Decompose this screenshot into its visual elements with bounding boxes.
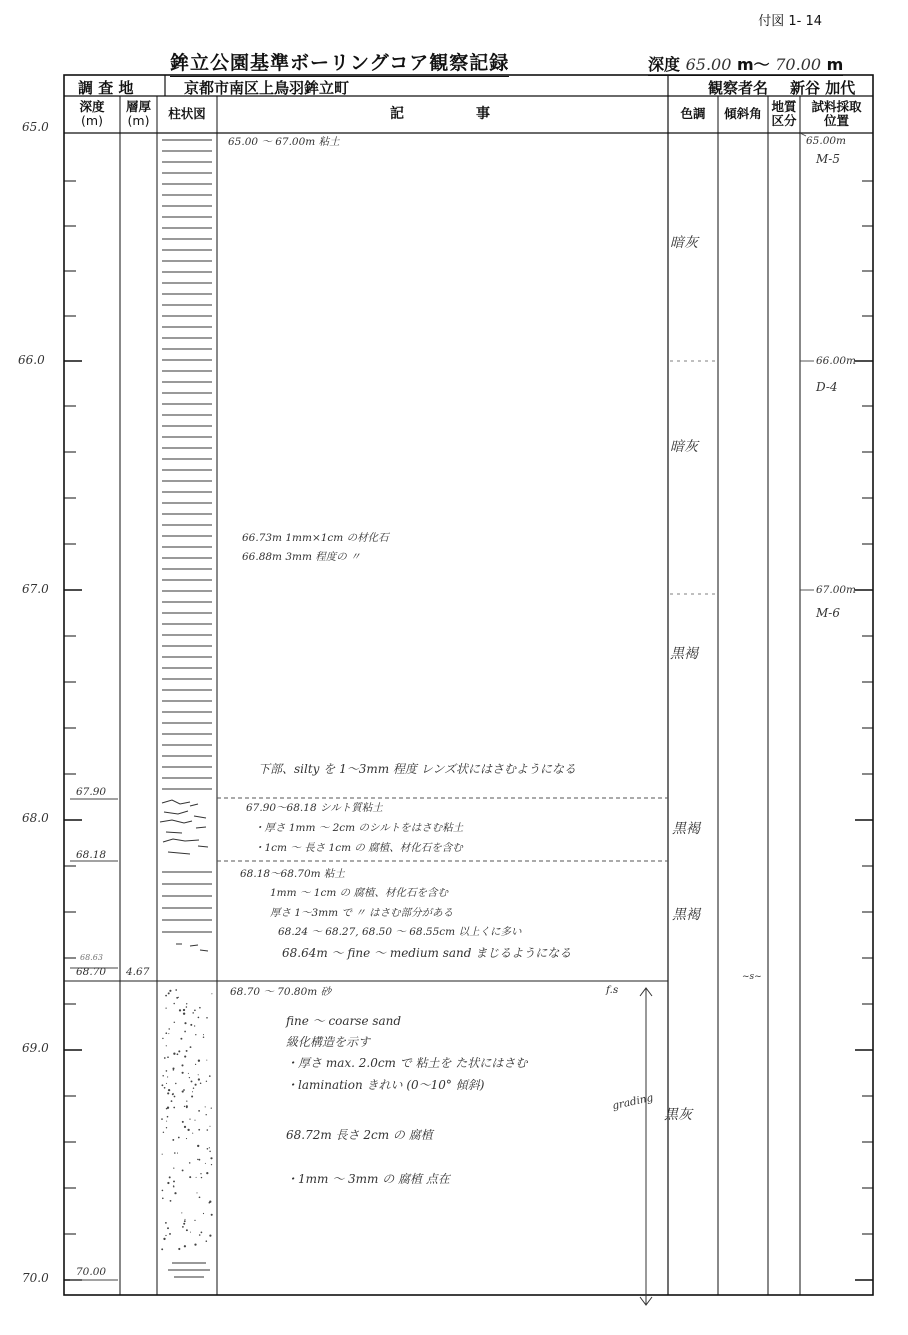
sand-dot xyxy=(205,1106,206,1107)
sand-dot xyxy=(199,1007,201,1009)
sand-dot xyxy=(186,1107,188,1109)
sand-dot xyxy=(196,1177,197,1178)
note-line: 65.00 〜 67.00m 粘土 xyxy=(228,136,340,148)
sand-dot xyxy=(165,1222,167,1224)
sand-dot xyxy=(209,1075,211,1077)
sand-dot xyxy=(206,1172,208,1174)
sand-dot xyxy=(183,1089,185,1091)
sand-dot xyxy=(186,1229,188,1231)
depth-unit-mid: m〜 xyxy=(736,55,770,74)
sand-dot xyxy=(161,1084,163,1086)
sand-dot xyxy=(177,1053,179,1055)
sand-dot xyxy=(209,1126,210,1127)
col-notes-2: 事 xyxy=(476,106,490,122)
sand-dot xyxy=(179,1009,181,1011)
sand-dot xyxy=(198,1060,200,1062)
sand-dot xyxy=(161,1248,163,1250)
sand-dot xyxy=(193,1087,194,1088)
note-line: fine 〜 coarse sand xyxy=(286,1014,402,1028)
sand-dot xyxy=(174,1022,175,1023)
sand-dot xyxy=(173,1069,175,1071)
sand-dot xyxy=(196,1192,197,1193)
col-geology: 地質 区分 xyxy=(771,99,797,128)
sand-dot xyxy=(184,1219,185,1220)
scale-label: 65.0 xyxy=(22,120,49,134)
scale-label: 67.0 xyxy=(22,582,49,596)
color-tone: 暗灰 xyxy=(670,235,698,251)
note-line: 66.73m 1mm×1cm の材化石 xyxy=(242,532,389,544)
color-tone: 黒灰 xyxy=(664,1107,692,1123)
col-depth: 深度 (m) xyxy=(79,99,105,128)
sand-dot xyxy=(194,1243,196,1245)
col-dip: 傾斜角 xyxy=(724,106,762,121)
sand-dot xyxy=(184,1245,186,1247)
scale-label: 69.0 xyxy=(22,1041,49,1055)
sand-dot xyxy=(161,1118,163,1120)
note-line: ・lamination きれい (0〜10° 傾斜) xyxy=(286,1078,485,1092)
sand-dot xyxy=(198,1129,200,1131)
sample-depth: 65.00m xyxy=(806,135,847,147)
sand-dot xyxy=(173,1053,175,1055)
sand-dot xyxy=(189,1162,191,1164)
sand-dot xyxy=(191,1080,193,1082)
sand-dot xyxy=(195,1064,196,1065)
color-tone: 暗灰 xyxy=(670,439,698,455)
sand-dot xyxy=(203,1037,204,1038)
sand-dot xyxy=(192,1091,193,1092)
col-notes-1: 記 xyxy=(390,106,404,122)
sand-dot xyxy=(187,1129,189,1131)
sand-dot xyxy=(182,1169,184,1171)
sand-dot xyxy=(188,1073,189,1074)
sand-dot xyxy=(162,1038,163,1039)
sand-dot xyxy=(164,1087,166,1089)
sand-dot xyxy=(203,1034,204,1035)
sand-dot xyxy=(173,1185,174,1186)
sand-dot xyxy=(194,1120,195,1121)
scale-label: 68.0 xyxy=(22,811,49,825)
sand-dot xyxy=(190,1046,192,1048)
sand-dot xyxy=(209,1235,211,1237)
note-line: 68.72m 長さ 2cm の 腐植 xyxy=(286,1128,433,1142)
layer-depth: 68.70 xyxy=(76,966,107,978)
layer-thickness: 4.67 xyxy=(126,966,150,978)
note-line: ・1mm 〜 3mm の 腐植 点在 xyxy=(286,1172,450,1186)
sand-dot xyxy=(168,1089,170,1091)
sand-dot xyxy=(207,1129,209,1131)
figure-number: 付図 1- 14 xyxy=(758,14,822,29)
sand-dot xyxy=(207,1148,209,1150)
observer-label: 観察者名 xyxy=(708,79,769,97)
sand-dot xyxy=(166,1083,167,1084)
grading-label: grading xyxy=(611,1091,655,1113)
note-line: ・1cm 〜 長さ 1cm の 腐植、材化石を含む xyxy=(254,842,463,854)
color-tone: 黒褐 xyxy=(672,821,700,837)
sand-dot xyxy=(186,1003,187,1004)
sand-dot xyxy=(201,1177,202,1178)
sand-dot xyxy=(173,1093,174,1094)
sand-dot xyxy=(177,1153,178,1154)
sand-dot xyxy=(209,1201,211,1203)
sand-dot xyxy=(166,1108,168,1110)
note-line: 68.24 〜 68.27, 68.50 〜 68.55cm 以上くに多い xyxy=(278,926,522,938)
sand-dot xyxy=(210,1157,212,1159)
sand-dot xyxy=(194,1009,196,1011)
sand-dot xyxy=(198,1078,200,1080)
sand-dot xyxy=(172,1139,174,1141)
sand-dot xyxy=(173,1003,175,1005)
sand-dot xyxy=(186,1100,187,1101)
sand-dot xyxy=(199,1196,201,1198)
sand-dot xyxy=(168,1033,169,1034)
sand-dot xyxy=(184,1022,186,1024)
sand-dot xyxy=(162,1075,164,1077)
sand-dot xyxy=(181,1212,182,1213)
sand-dot xyxy=(189,1077,190,1078)
sand-dot xyxy=(195,1034,196,1035)
sand-dot xyxy=(166,1127,167,1128)
sand-dot xyxy=(176,997,178,999)
sand-dot xyxy=(168,1028,169,1029)
observer-name: 新谷 加代 xyxy=(790,79,856,97)
sand-dot xyxy=(175,989,177,991)
layer-depth: 70.00 xyxy=(76,1266,107,1278)
sand-dot xyxy=(192,1012,194,1014)
sand-dot xyxy=(211,1107,212,1108)
sand-dot xyxy=(201,1232,203,1234)
scale-label: 70.0 xyxy=(22,1271,49,1285)
sand-dot xyxy=(191,1095,193,1097)
sand-dot xyxy=(183,1009,185,1011)
sand-dot xyxy=(199,1234,201,1236)
sand-dot xyxy=(175,1083,176,1084)
col-thickness: 層厚 (m) xyxy=(125,99,151,128)
layer-depth: 67.90 xyxy=(76,786,107,798)
sand-dot xyxy=(206,1060,207,1061)
sand-dot xyxy=(198,1110,200,1112)
depth-unit-end: m xyxy=(826,55,844,74)
sand-dot xyxy=(174,1152,176,1154)
sand-dot xyxy=(183,1013,185,1015)
sand-dot xyxy=(211,1214,213,1216)
depth-from: 65.00 xyxy=(685,55,732,74)
sand-dot xyxy=(170,1200,172,1202)
note-line: 1mm 〜 1cm の 腐植、材化石を含む xyxy=(270,887,448,899)
sand-dot xyxy=(203,1213,204,1214)
depth-range-label: 深度 xyxy=(648,55,681,74)
sand-dot xyxy=(206,1114,207,1115)
sand-dot xyxy=(167,1092,169,1094)
sand-dot xyxy=(186,1138,187,1139)
sand-dot xyxy=(197,1159,198,1160)
geology-mark: ~s~ xyxy=(742,972,762,982)
sand-dot xyxy=(169,1233,171,1235)
sample-id: M-5 xyxy=(816,152,840,166)
sand-dot xyxy=(178,1050,180,1052)
sand-dot xyxy=(199,1159,201,1161)
sand-dot xyxy=(162,1198,164,1200)
sand-dot xyxy=(192,1133,193,1134)
sand-dot xyxy=(195,1084,197,1086)
sand-dot xyxy=(165,1235,166,1236)
survey-site-label: 調 査 地 xyxy=(78,79,134,97)
sand-dot xyxy=(174,1096,176,1098)
sand-dot xyxy=(200,1082,202,1084)
note-line: ・厚さ 1mm 〜 2cm のシルトをはさむ粘土 xyxy=(254,822,464,834)
sand-dot xyxy=(167,1227,169,1229)
sand-dot xyxy=(198,1017,200,1019)
sand-dot xyxy=(169,1176,171,1178)
sand-dot xyxy=(165,995,167,997)
sand-dot xyxy=(206,1017,208,1019)
sand-dot xyxy=(162,1154,163,1155)
sand-dot xyxy=(183,1223,185,1225)
sand-dot xyxy=(174,1192,176,1194)
sand-dot xyxy=(164,1057,166,1059)
sample-id: M-6 xyxy=(816,606,840,620)
sand-dot xyxy=(184,1056,186,1058)
sand-dot xyxy=(184,1126,186,1128)
color-tone: 黒褐 xyxy=(672,907,700,923)
sand-dot xyxy=(165,1032,167,1034)
layer-depth: 68.18 xyxy=(76,849,107,861)
sand-dot xyxy=(167,1056,169,1058)
sand-dot xyxy=(168,992,170,994)
col-sample: 試料採取 位置 xyxy=(811,99,862,128)
sand-dot xyxy=(166,1070,168,1072)
sand-dot xyxy=(198,1074,199,1075)
sand-dot xyxy=(163,1238,165,1240)
sample-id: D-4 xyxy=(816,380,838,394)
note-line: 厚さ 1〜3mm で 〃 はさむ部分がある xyxy=(270,907,454,919)
sand-dot xyxy=(194,1025,195,1026)
page-title: 鉾立公園基準ボーリングコア観察記録 xyxy=(170,48,509,77)
sand-dot xyxy=(189,1118,190,1119)
sand-dot xyxy=(190,1232,191,1233)
sand-dot xyxy=(166,1045,167,1046)
sand-dot xyxy=(162,1190,164,1192)
sample-depth: 67.00m xyxy=(816,584,857,596)
note-line: 68.64m 〜 fine 〜 medium sand まじるようになる xyxy=(282,946,572,960)
sand-dot xyxy=(182,1091,184,1093)
col-color: 色調 xyxy=(680,106,706,121)
note-line: 下部、silty を 1〜3mm 程度 レンズ状にはさむようになる xyxy=(258,762,577,776)
layer-depth: 68.63 xyxy=(80,953,103,962)
sand-dot xyxy=(166,1121,167,1122)
sand-dot xyxy=(189,1176,191,1178)
sand-dot xyxy=(167,1116,169,1118)
sand-dot xyxy=(173,1107,175,1109)
sand-dot xyxy=(186,1050,188,1052)
note-line: ・厚さ max. 2.0cm で 粘土を た状にはさむ xyxy=(286,1056,528,1070)
color-tone: 黒褐 xyxy=(670,646,698,662)
sand-dot xyxy=(206,1240,208,1242)
sand-dot xyxy=(173,1167,174,1168)
sand-dot xyxy=(182,1226,184,1228)
fine-sand-mark: f.s xyxy=(606,984,619,996)
depth-to: 70.00 xyxy=(775,55,822,74)
sand-dot xyxy=(211,1164,212,1165)
sand-dot xyxy=(178,997,179,998)
survey-site: 京都市南区上鳥羽鉾立町 xyxy=(184,79,350,97)
scale-label: 66.0 xyxy=(18,353,45,367)
sand-dot xyxy=(209,1147,210,1148)
sand-dot xyxy=(197,1145,199,1147)
sand-dot xyxy=(182,1121,184,1123)
sand-dot xyxy=(173,1180,175,1182)
sand-dot xyxy=(180,1038,182,1040)
depth-range xyxy=(648,52,843,76)
sand-dot xyxy=(209,1151,210,1152)
sand-dot xyxy=(169,990,171,992)
sand-dot xyxy=(194,1220,195,1221)
sand-dot xyxy=(205,1163,206,1164)
sand-dot xyxy=(186,1006,188,1008)
col-column-chart: 柱状図 xyxy=(168,106,206,121)
sand-dot xyxy=(163,1132,164,1133)
sand-dot xyxy=(171,1100,173,1102)
sand-dot xyxy=(206,1081,207,1082)
sand-dot xyxy=(167,1182,169,1184)
sand-dot xyxy=(165,1007,166,1008)
sand-dot xyxy=(190,1024,192,1026)
note-line: 級化構造を示す xyxy=(286,1035,371,1049)
note-line: 68.70 〜 70.80m 砂 xyxy=(230,986,332,998)
sand-dot xyxy=(178,1137,180,1139)
sand-dot xyxy=(182,1072,184,1074)
sand-dot xyxy=(200,1173,201,1174)
sand-dot xyxy=(184,1220,186,1222)
sand-dot xyxy=(178,1248,180,1250)
sand-dot xyxy=(184,1031,186,1033)
note-line: 67.90〜68.18 シルト質粘土 xyxy=(246,802,383,814)
sample-depth: 66.00m xyxy=(816,355,857,367)
sand-dot xyxy=(167,1076,168,1077)
note-line: 66.88m 3mm 程度の 〃 xyxy=(242,551,361,563)
sand-dot xyxy=(181,1064,183,1066)
sand-dot xyxy=(211,993,212,994)
note-line: 68.18〜68.70m 粘土 xyxy=(240,868,345,880)
sand-dot xyxy=(184,1106,185,1107)
